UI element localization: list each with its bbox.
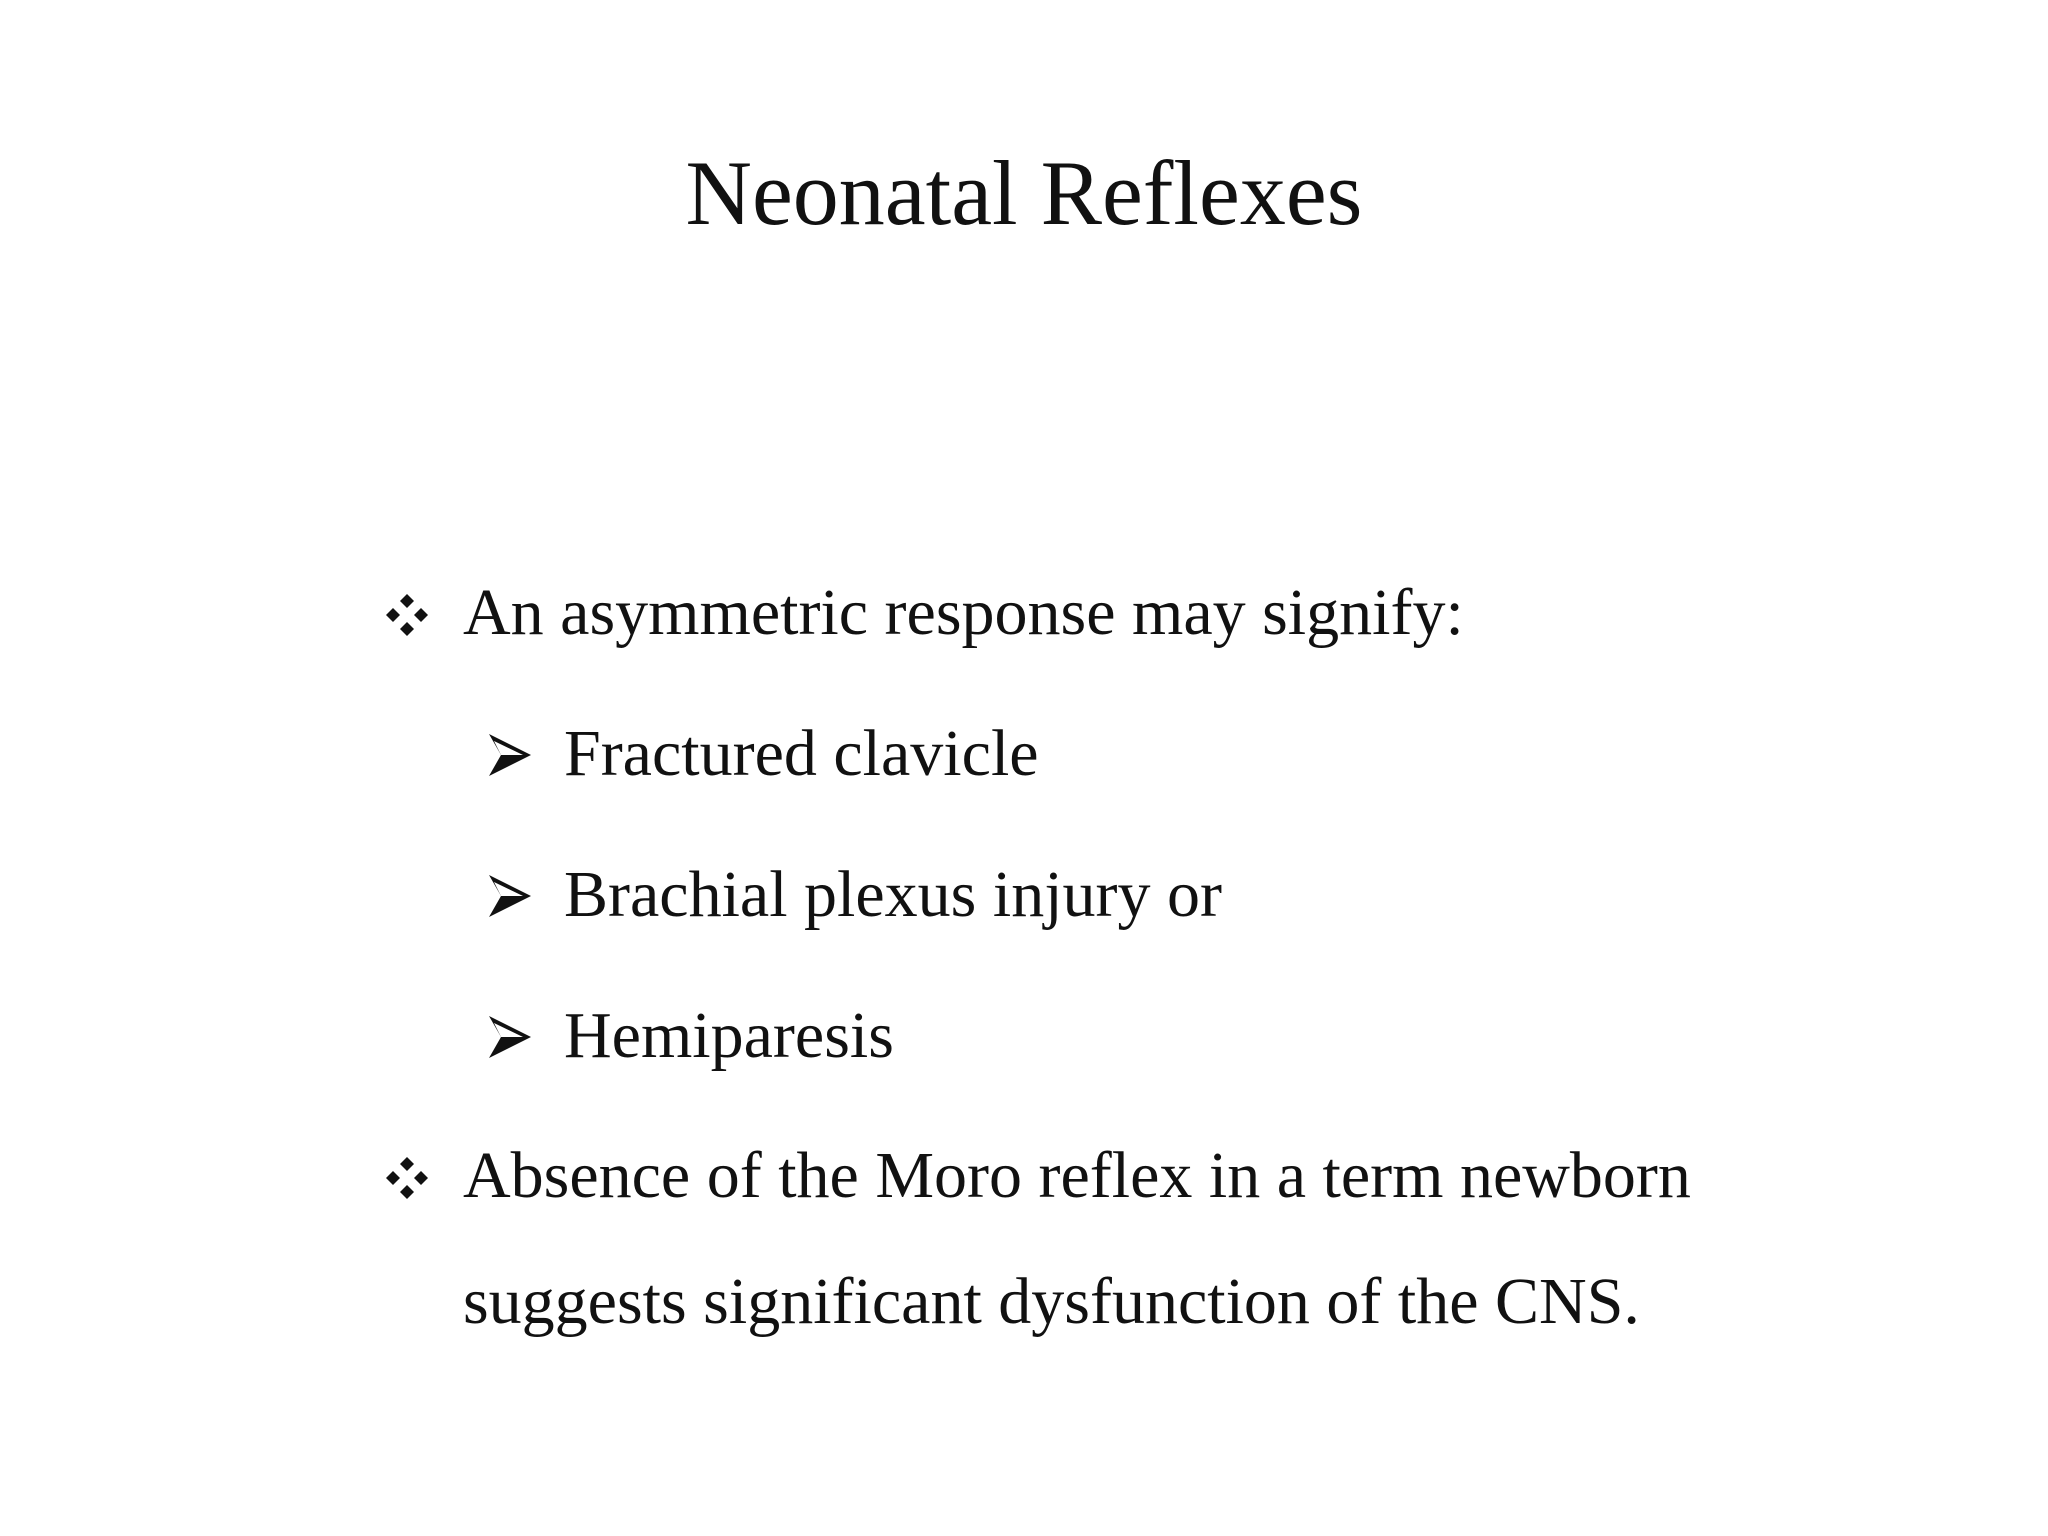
arrow-bullet-icon [488, 691, 564, 817]
bullet-text [463, 1113, 1691, 1365]
diamond-bullet-icon [383, 1113, 463, 1239]
arrow-bullet-icon [488, 973, 564, 1099]
sub-bullet-text: Brachial plexus injury or [564, 858, 1223, 931]
sub-bullet-text: Fractured clavicle [564, 717, 1039, 790]
sub-bullet-brachial-plexus [488, 832, 1222, 958]
bullet-text-line-2: suggests significant dysfunction of the CNS. [463, 1265, 1640, 1338]
bullet-text-line-1: Absence of the Moro reflex in a term newborn [463, 1139, 1691, 1212]
bullet-text: An asymmetric response may signify: [463, 576, 1464, 649]
sub-bullet-hemiparesis [488, 973, 894, 1099]
sub-bullet-text: Hemiparesis [564, 999, 894, 1072]
sub-bullet-fractured-clavicle [488, 691, 1039, 817]
bullet-absence-moro-reflex [383, 1113, 1691, 1365]
arrow-bullet-icon [488, 832, 564, 958]
diamond-bullet-icon [383, 550, 463, 676]
slide-title: Neonatal Reflexes [685, 142, 1363, 244]
bullet-asymmetric-response [383, 550, 1464, 676]
